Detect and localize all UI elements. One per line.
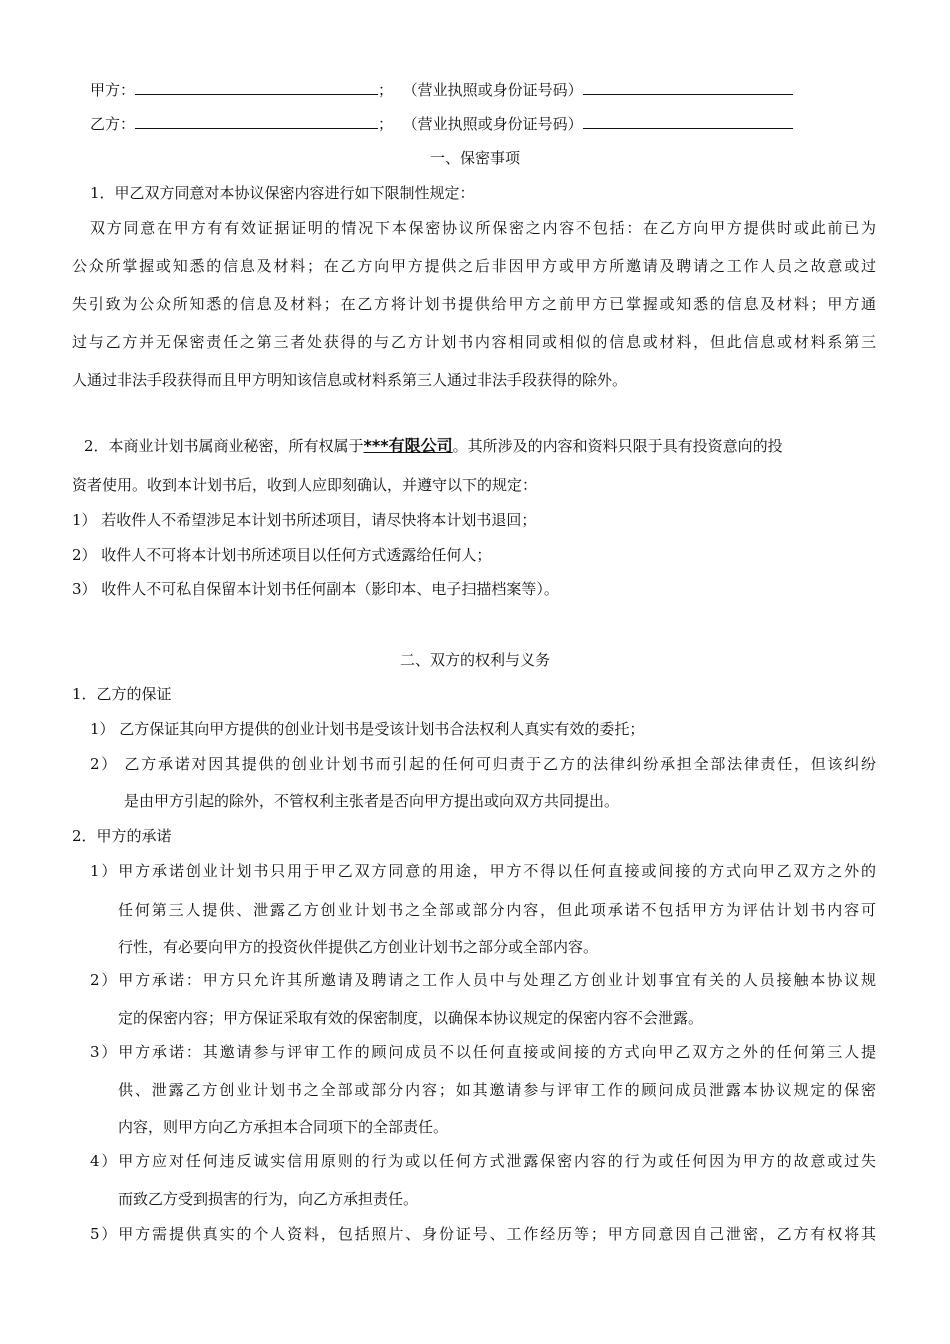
party-b-id-label: （营业执照或身份证号码） [402, 115, 583, 133]
guarantee-item: 2） 乙方承诺对因其提供的创业计划书而引起的任何可归责于乙方的法律纠纷承担全部法律责任，但该纠纷 [90, 755, 876, 773]
party-b-blank[interactable] [135, 114, 378, 129]
promise-item-cont: 行性，有必要向甲方的投资伙伴提供乙方创业计划书之部分或全部内容。 [118, 938, 599, 956]
party-a-blank[interactable] [135, 80, 378, 95]
rule-item: 2） 收件人不可将本计划书所述项目以任何方式透露给任何人； [72, 546, 492, 564]
promise-item: 1）甲方承诺创业计划书只用于甲乙双方同意的用途，甲方不得以任何直接或间接的方式向甲乙双方之外的 [90, 862, 876, 880]
party-a-id-blank[interactable] [583, 80, 793, 95]
party-a-id-label: （营业执照或身份证号码） [402, 81, 583, 99]
section1-title: 一、保密事项 [429, 149, 520, 167]
guarantee-item-cont: 是由甲方引起的除外，不管权利主张者是否向甲方提出或向双方共同提出。 [124, 792, 620, 810]
promise-item-cont: 供、泄露乙方创业计划书之全部或部分内容；如其邀请参与评审工作的顾问成员泄露本协议规定的保密 [118, 1081, 876, 1099]
promise-item-cont: 定的保密内容；甲方保证采取有效的保密制度，以确保本协议规定的保密内容不会泄露。 [118, 1009, 704, 1027]
company-name: ***有限公司 [363, 436, 453, 455]
promise-item: 2）甲方承诺：甲方只允许其所邀请及聘请之工作人员中与处理乙方创业计划事宜有关的人员接触本协议规 [90, 971, 876, 989]
section2-title: 二、双方的权利与义务 [399, 651, 550, 669]
item2-prefix: 2．本商业计划书属商业秘密，所有权属于 [84, 437, 364, 455]
promise-item-cont: 内容，则甲方向乙方承担本合同项下的全部责任。 [118, 1118, 449, 1136]
section1-item2 [84, 436, 876, 456]
section1-para-line: 过与乙方并无保密责任之第三者处获得的与乙方计划书内容相同或相似的信息或材料，但此信息或材料系第三 [72, 333, 876, 351]
section1-item1: 1．甲乙双方同意对本协议保密内容进行如下限制性规定： [90, 184, 475, 202]
party-a-label: 甲方： [90, 81, 136, 99]
section1-item2-line2: 资者使用。收到本计划书后，收到人应即刻确认，并遵守以下的规定： [72, 476, 538, 494]
promise-item: 3）甲方承诺：其邀请参与评审工作的顾问成员不以任何直接或间接的方式向甲乙双方之外的任何第三人提 [90, 1043, 876, 1061]
promise-item-cont: 任何第三人提供、泄露乙方创业计划书之全部或部分内容，但此项承诺不包括甲方为评估计划书内容可 [118, 901, 876, 919]
section1-para-line: 公众所掌握或知悉的信息及材料；在乙方向甲方提供之后非因甲方或甲方所邀请及聘请之工作人员之故意或过 [72, 257, 876, 275]
promise-item: 4）甲方应对任何违反诚实信用原则的行为或以任何方式泄露保密内容的行为或任何因为甲方的故意或过失 [90, 1152, 876, 1170]
section2-sub2: 2．甲方的承诺 [72, 827, 172, 845]
guarantee-item: 1） 乙方保证其向甲方提供的创业计划书是受该计划书合法权利人真实有效的委托； [90, 720, 645, 738]
rule-item: 1） 若收件人不希望涉足本计划书所述项目，请尽快将本计划书退回； [72, 511, 537, 529]
party-a-row [90, 80, 793, 100]
item2-suffix: 。其所涉及的内容和资料只限于具有投资意向的投 [452, 437, 783, 455]
party-a-sep: ； [378, 81, 394, 99]
party-b-label: 乙方： [90, 115, 136, 133]
section1-para-line: 双方同意在甲方有有效证据证明的情况下本保密协议所保密之内容不包括：在乙方向甲方提供时或此前已为 [90, 219, 876, 237]
promise-item: 5）甲方需提供真实的个人资料，包括照片、身份证号、工作经历等；甲方同意因自己泄密，乙方有权将其 [90, 1225, 876, 1243]
section1-para-line: 人通过非法手段获得而且甲方明知该信息或材料系第三人通过非法手段获得的除外。 [72, 371, 628, 389]
section2-sub1: 1．乙方的保证 [72, 685, 172, 703]
party-b-row [90, 114, 793, 134]
promise-item-cont: 而致乙方受到损害的行为，向乙方承担责任。 [118, 1190, 419, 1208]
party-b-sep: ； [378, 115, 394, 133]
rule-item: 3） 收件人不可私自保留本计划书任何副本（影印本、电子扫描档案等）。 [72, 580, 559, 598]
party-b-id-blank[interactable] [583, 114, 793, 129]
section1-para-line: 失引致为公众所知悉的信息及材料；在乙方将计划书提供给甲方之前甲方已掌握或知悉的信息及材料；甲方通 [72, 295, 876, 313]
